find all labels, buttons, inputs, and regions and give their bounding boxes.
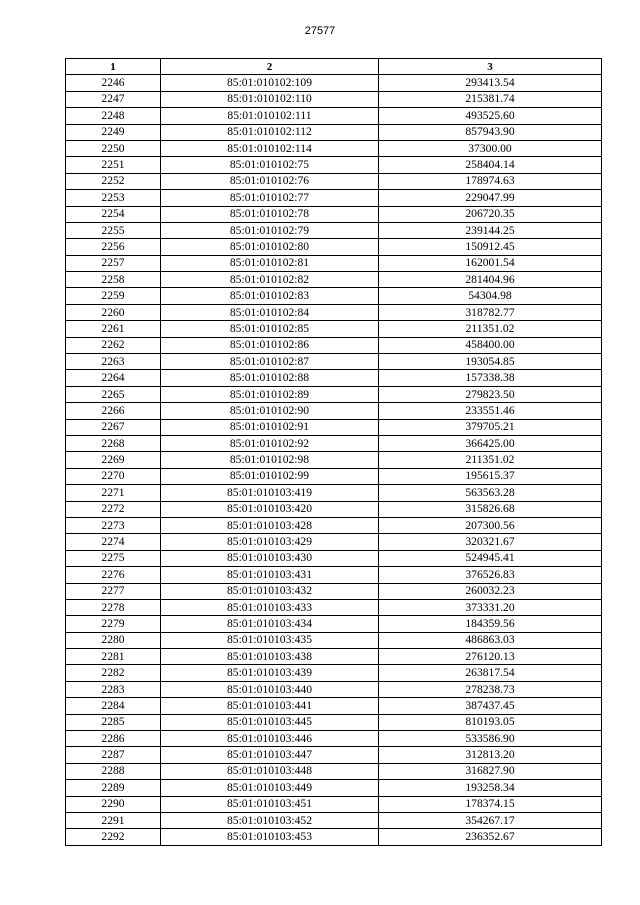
value-cell: 233551.46 <box>379 403 602 419</box>
cadastral-number-cell: 85:01:010102:77 <box>161 190 379 206</box>
cadastral-number-cell: 85:01:010103:434 <box>161 616 379 632</box>
value-cell: 379705.21 <box>379 419 602 435</box>
cadastral-number-cell: 85:01:010102:75 <box>161 157 379 173</box>
table-row <box>66 714 602 730</box>
value-cell: 258404.14 <box>379 157 602 173</box>
table-row <box>66 698 602 714</box>
row-number-cell: 2263 <box>66 354 161 370</box>
row-number-cell: 2289 <box>66 780 161 796</box>
value-cell: 366425.00 <box>379 435 602 451</box>
row-number-cell: 2255 <box>66 222 161 238</box>
cadastral-number-cell: 85:01:010103:438 <box>161 649 379 665</box>
cadastral-number-cell: 85:01:010102:87 <box>161 354 379 370</box>
table-row <box>66 583 602 599</box>
value-cell: 229047.99 <box>379 190 602 206</box>
table-row <box>66 91 602 107</box>
table-row <box>66 403 602 419</box>
value-cell: 376526.83 <box>379 567 602 583</box>
row-number-cell: 2271 <box>66 485 161 501</box>
value-cell: 239144.25 <box>379 222 602 238</box>
table-row <box>66 550 602 566</box>
cadastral-number-cell: 85:01:010102:78 <box>161 206 379 222</box>
cadastral-number-cell: 85:01:010103:451 <box>161 796 379 812</box>
value-cell: 315826.68 <box>379 501 602 517</box>
table-row <box>66 124 602 140</box>
table-row <box>66 763 602 779</box>
value-cell: 178374.15 <box>379 796 602 812</box>
cadastral-number-cell: 85:01:010103:446 <box>161 731 379 747</box>
table-row <box>66 75 602 91</box>
table-row <box>66 747 602 763</box>
row-number-cell: 2246 <box>66 75 161 91</box>
table-row <box>66 288 602 304</box>
cadastral-number-cell: 85:01:010103:447 <box>161 747 379 763</box>
row-number-cell: 2286 <box>66 731 161 747</box>
row-number-cell: 2264 <box>66 370 161 386</box>
value-cell: 810193.05 <box>379 714 602 730</box>
value-cell: 215381.74 <box>379 91 602 107</box>
value-cell: 458400.00 <box>379 337 602 353</box>
table-row <box>66 419 602 435</box>
row-number-cell: 2248 <box>66 108 161 124</box>
value-cell: 193054.85 <box>379 354 602 370</box>
cadastral-number-cell: 85:01:010102:80 <box>161 239 379 255</box>
row-number-cell: 2262 <box>66 337 161 353</box>
table-row <box>66 501 602 517</box>
table-row <box>66 337 602 353</box>
cadastral-number-cell: 85:01:010102:79 <box>161 222 379 238</box>
row-number-cell: 2254 <box>66 206 161 222</box>
value-cell: 354267.17 <box>379 812 602 828</box>
table-row <box>66 173 602 189</box>
row-number-cell: 2290 <box>66 796 161 812</box>
cadastral-number-cell: 85:01:010102:92 <box>161 435 379 451</box>
value-cell: 279823.50 <box>379 386 602 402</box>
cadastral-number-cell: 85:01:010102:98 <box>161 452 379 468</box>
cadastral-number-cell: 85:01:010102:111 <box>161 108 379 124</box>
table-row <box>66 632 602 648</box>
page-number: 27577 <box>304 25 336 37</box>
cadastral-number-cell: 85:01:010102:88 <box>161 370 379 386</box>
table-row <box>66 649 602 665</box>
row-number-cell: 2249 <box>66 124 161 140</box>
value-cell: 493525.60 <box>379 108 602 124</box>
row-number-cell: 2258 <box>66 272 161 288</box>
row-number-cell: 2279 <box>66 616 161 632</box>
cadastral-number-cell: 85:01:010102:89 <box>161 386 379 402</box>
table-row <box>66 485 602 501</box>
row-number-cell: 2269 <box>66 452 161 468</box>
table-row <box>66 222 602 238</box>
cadastral-number-cell: 85:01:010103:448 <box>161 763 379 779</box>
value-cell: 318782.77 <box>379 304 602 320</box>
row-number-cell: 2283 <box>66 681 161 697</box>
row-number-cell: 2275 <box>66 550 161 566</box>
value-cell: 157338.38 <box>379 370 602 386</box>
cadastral-number-cell: 85:01:010102:84 <box>161 304 379 320</box>
cadastral-number-cell: 85:01:010103:429 <box>161 534 379 550</box>
value-cell: 524945.41 <box>379 550 602 566</box>
cadastral-number-cell: 85:01:010102:81 <box>161 255 379 271</box>
row-number-cell: 2285 <box>66 714 161 730</box>
table-row <box>66 517 602 533</box>
row-number-cell: 2288 <box>66 763 161 779</box>
table-row <box>66 616 602 632</box>
table-row <box>66 354 602 370</box>
row-number-cell: 2272 <box>66 501 161 517</box>
table-row <box>66 386 602 402</box>
row-number-cell: 2284 <box>66 698 161 714</box>
table-row <box>66 435 602 451</box>
row-number-cell: 2280 <box>66 632 161 648</box>
value-cell: 281404.96 <box>379 272 602 288</box>
row-number-cell: 2247 <box>66 91 161 107</box>
value-cell: 563563.28 <box>379 485 602 501</box>
table-row <box>66 812 602 828</box>
value-cell: 373331.20 <box>379 599 602 615</box>
value-cell: 312813.20 <box>379 747 602 763</box>
cadastral-number-cell: 85:01:010103:452 <box>161 812 379 828</box>
value-cell: 278238.73 <box>379 681 602 697</box>
value-cell: 293413.54 <box>379 75 602 91</box>
cadastral-number-cell: 85:01:010103:432 <box>161 583 379 599</box>
value-cell: 54304.98 <box>379 288 602 304</box>
row-number-cell: 2250 <box>66 140 161 156</box>
table-row <box>66 255 602 271</box>
row-number-cell: 2265 <box>66 386 161 402</box>
table-body <box>66 75 602 845</box>
table-row <box>66 206 602 222</box>
data-table <box>65 58 602 846</box>
row-number-cell: 2257 <box>66 255 161 271</box>
table-row <box>66 272 602 288</box>
row-number-cell: 2266 <box>66 403 161 419</box>
table-row <box>66 190 602 206</box>
row-number-cell: 2282 <box>66 665 161 681</box>
cadastral-number-cell: 85:01:010103:453 <box>161 829 379 845</box>
table-row <box>66 468 602 484</box>
table-row <box>66 796 602 812</box>
table-row <box>66 567 602 583</box>
table-row <box>66 321 602 337</box>
row-number-cell: 2278 <box>66 599 161 615</box>
cadastral-number-cell: 85:01:010103:428 <box>161 517 379 533</box>
table-row <box>66 370 602 386</box>
cadastral-number-cell: 85:01:010102:83 <box>161 288 379 304</box>
row-number-cell: 2256 <box>66 239 161 255</box>
value-cell: 150912.45 <box>379 239 602 255</box>
cadastral-number-cell: 85:01:010102:109 <box>161 75 379 91</box>
cadastral-number-cell: 85:01:010102:99 <box>161 468 379 484</box>
value-cell: 486863.03 <box>379 632 602 648</box>
table-row <box>66 665 602 681</box>
value-cell: 263817.54 <box>379 665 602 681</box>
row-number-cell: 2270 <box>66 468 161 484</box>
cadastral-number-cell: 85:01:010103:445 <box>161 714 379 730</box>
cadastral-number-cell: 85:01:010103:431 <box>161 567 379 583</box>
row-number-cell: 2251 <box>66 157 161 173</box>
row-number-cell: 2267 <box>66 419 161 435</box>
table-row <box>66 829 602 845</box>
row-number-cell: 2291 <box>66 812 161 828</box>
cadastral-number-cell: 85:01:010103:419 <box>161 485 379 501</box>
value-cell: 195615.37 <box>379 468 602 484</box>
table-row <box>66 731 602 747</box>
table-row <box>66 108 602 124</box>
row-number-cell: 2253 <box>66 190 161 206</box>
value-cell: 236352.67 <box>379 829 602 845</box>
cadastral-number-cell: 85:01:010103:439 <box>161 665 379 681</box>
value-cell: 276120.13 <box>379 649 602 665</box>
cadastral-number-cell: 85:01:010103:449 <box>161 780 379 796</box>
table-row <box>66 599 602 615</box>
cadastral-number-cell: 85:01:010102:110 <box>161 91 379 107</box>
cadastral-number-cell: 85:01:010102:90 <box>161 403 379 419</box>
row-number-cell: 2292 <box>66 829 161 845</box>
cadastral-number-cell: 85:01:010103:435 <box>161 632 379 648</box>
row-number-cell: 2277 <box>66 583 161 599</box>
row-number-cell: 2259 <box>66 288 161 304</box>
cadastral-number-cell: 85:01:010102:76 <box>161 173 379 189</box>
column-header-2: 2 <box>161 59 379 75</box>
cadastral-number-cell: 85:01:010102:86 <box>161 337 379 353</box>
value-cell: 207300.56 <box>379 517 602 533</box>
row-number-cell: 2273 <box>66 517 161 533</box>
value-cell: 857943.90 <box>379 124 602 140</box>
cadastral-number-cell: 85:01:010102:82 <box>161 272 379 288</box>
cadastral-number-cell: 85:01:010103:440 <box>161 681 379 697</box>
row-number-cell: 2252 <box>66 173 161 189</box>
row-number-cell: 2260 <box>66 304 161 320</box>
column-header-1: 1 <box>66 59 161 75</box>
value-cell: 211351.02 <box>379 321 602 337</box>
value-cell: 260032.23 <box>379 583 602 599</box>
row-number-cell: 2281 <box>66 649 161 665</box>
table-row <box>66 239 602 255</box>
value-cell: 211351.02 <box>379 452 602 468</box>
cadastral-number-cell: 85:01:010103:441 <box>161 698 379 714</box>
value-cell: 320321.67 <box>379 534 602 550</box>
row-number-cell: 2261 <box>66 321 161 337</box>
row-number-cell: 2274 <box>66 534 161 550</box>
value-cell: 387437.45 <box>379 698 602 714</box>
value-cell: 533586.90 <box>379 731 602 747</box>
table-header-row <box>66 59 602 75</box>
row-number-cell: 2276 <box>66 567 161 583</box>
value-cell: 162001.54 <box>379 255 602 271</box>
cadastral-number-cell: 85:01:010102:114 <box>161 140 379 156</box>
row-number-cell: 2268 <box>66 435 161 451</box>
cadastral-number-cell: 85:01:010103:433 <box>161 599 379 615</box>
cadastral-number-cell: 85:01:010102:85 <box>161 321 379 337</box>
value-cell: 184359.56 <box>379 616 602 632</box>
cadastral-number-cell: 85:01:010102:91 <box>161 419 379 435</box>
table-row <box>66 157 602 173</box>
value-cell: 316827.90 <box>379 763 602 779</box>
table-row <box>66 780 602 796</box>
column-header-3: 3 <box>379 59 602 75</box>
table-row <box>66 452 602 468</box>
value-cell: 193258.34 <box>379 780 602 796</box>
table-row <box>66 304 602 320</box>
cadastral-number-cell: 85:01:010102:112 <box>161 124 379 140</box>
cadastral-number-cell: 85:01:010103:430 <box>161 550 379 566</box>
table-row <box>66 140 602 156</box>
cadastral-number-cell: 85:01:010103:420 <box>161 501 379 517</box>
value-cell: 178974.63 <box>379 173 602 189</box>
value-cell: 37300.00 <box>379 140 602 156</box>
value-cell: 206720.35 <box>379 206 602 222</box>
table-row <box>66 534 602 550</box>
table-row <box>66 681 602 697</box>
row-number-cell: 2287 <box>66 747 161 763</box>
